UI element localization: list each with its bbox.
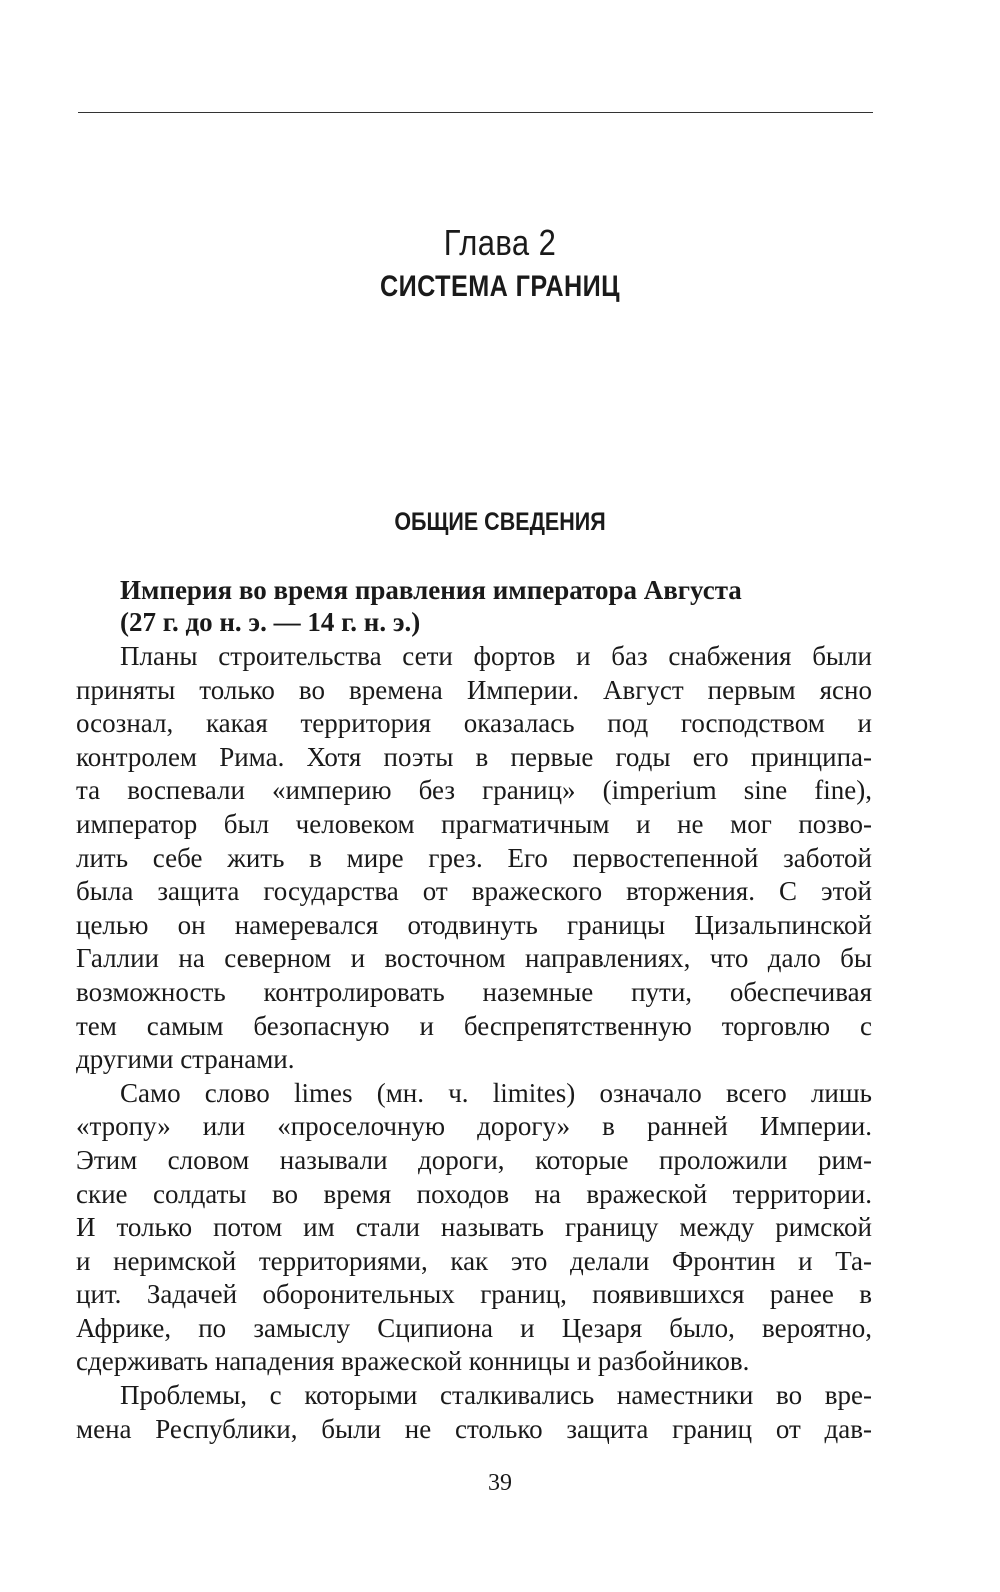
text-line: сдерживать нападения вражеской конницы и разбойников. xyxy=(76,1346,750,1377)
text-line: контролем Рима. Хотя поэты в первые годы его принципа- xyxy=(76,741,872,772)
text-line: другими странами. xyxy=(76,1044,295,1075)
text-line: целью он намеревался отодвинуть границы Цизальпинской xyxy=(76,909,872,940)
text-line: Этим словом называли дороги, которые проложили рим- xyxy=(76,1144,872,1175)
text-line: Галлии на северном и восточном направлениях, что дало бы xyxy=(76,943,872,974)
text-line: Само слово limes (мн. ч. limites) означало всего лишь xyxy=(120,1077,872,1108)
text-line: Проблемы, с которыми сталкивались наместники во вре- xyxy=(120,1380,872,1411)
text-line: ские солдаты во время походов на вражеской территории. xyxy=(76,1178,872,1209)
subheading-line-2: (27 г. до н. э. — 14 г. н. э.) xyxy=(120,607,421,637)
text-line: осознал, какая территория оказалась под господством и xyxy=(76,708,872,739)
text-line: лить себе жить в мире грез. Его первостепенной заботой xyxy=(76,842,872,873)
text-line: та воспевали «империю без границ» (imperium sine fine), xyxy=(76,775,872,806)
text-line: возможность контролировать наземные пути, обеспечивая xyxy=(76,976,872,1007)
text-line: «тропу» или «проселочную дорогу» в ранней Империи. xyxy=(76,1111,872,1142)
page-number: 39 xyxy=(488,1470,512,1496)
text-line: цит. Задачей оборонительных границ, появившихся ранее в xyxy=(76,1279,872,1310)
subheading-line-1: Империя во время правления императора Августа xyxy=(120,575,742,605)
text-line: император был человеком прагматичным и не мог позво- xyxy=(76,808,872,839)
section-title: ОБЩИЕ СВЕДЕНИЯ xyxy=(394,508,606,536)
body-text xyxy=(76,640,872,1446)
text-line: Африке, по замыслу Сципиона и Цезаря было, вероятно, xyxy=(76,1312,872,1343)
chapter-title: СИСТЕМА ГРАНИЦ xyxy=(380,270,620,303)
text-line: была защита государства от вражеского вторжения. С этой xyxy=(76,876,872,907)
chapter-number: Глава 2 xyxy=(443,222,557,263)
text-line: тем самым безопасную и беспрепятственную торговлю с xyxy=(76,1010,872,1041)
text-line: приняты только во времена Империи. Август первым ясно xyxy=(76,674,872,705)
text-line: Планы строительства сети фортов и баз снабжения были xyxy=(120,641,872,671)
text-line: и неримской территориями, как это делали Фронтин и Та- xyxy=(76,1245,872,1276)
header-rule xyxy=(78,112,873,113)
text-line: мена Республики, были не столько защита границ от дав- xyxy=(76,1413,872,1444)
text-line: И только потом им стали называть границу между римской xyxy=(76,1212,872,1243)
